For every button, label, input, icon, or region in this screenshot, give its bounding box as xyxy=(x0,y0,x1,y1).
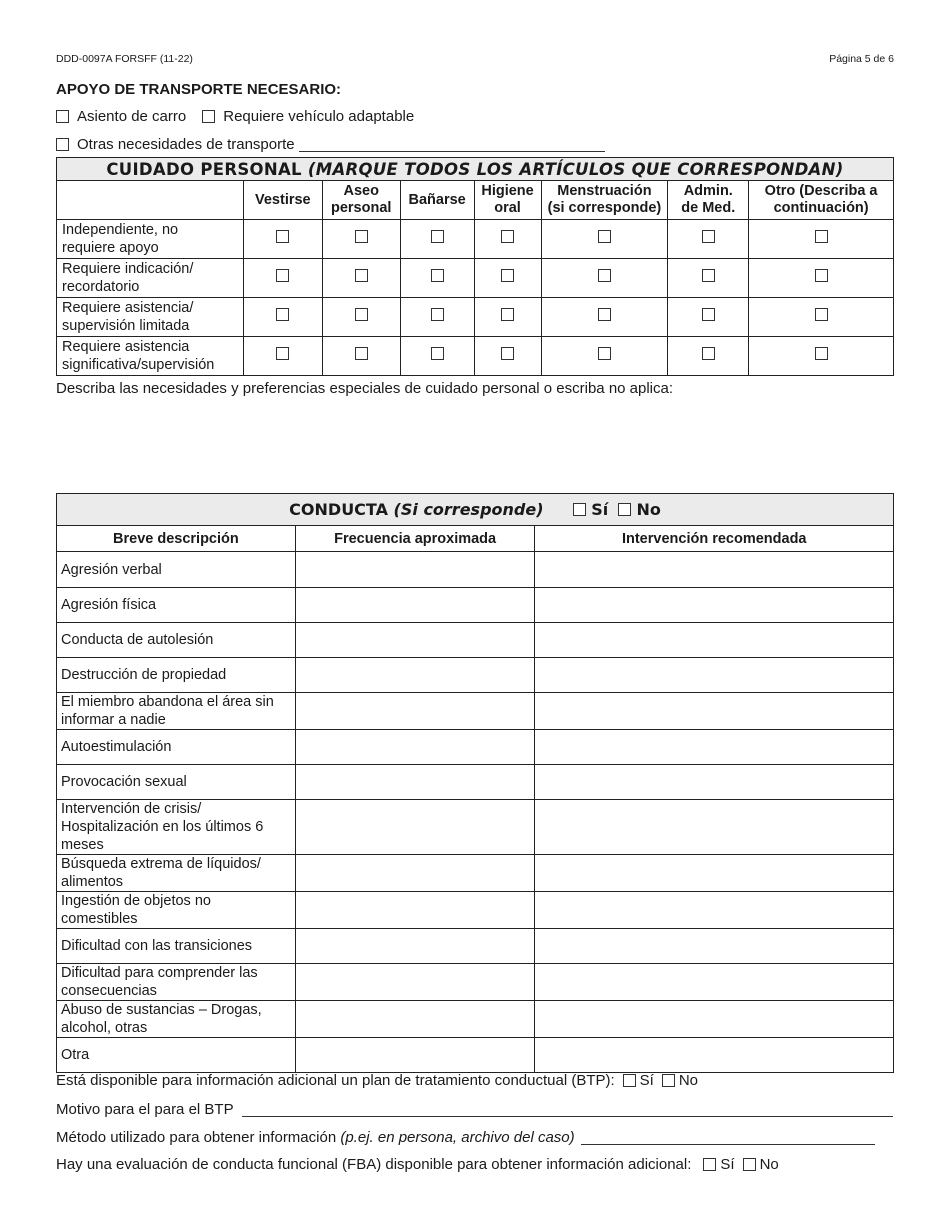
care-row xyxy=(57,259,894,298)
conduct-row xyxy=(57,800,894,855)
conduct-row-label: Intervención de crisis/ Hospitalización en los últimos 6 meses xyxy=(57,800,296,855)
conduct-row-label: Búsqueda extrema de líquidos/ alimentos xyxy=(57,855,296,892)
btp-no-checkbox[interactable] xyxy=(662,1074,675,1087)
page-number: Página 5 de 6 xyxy=(829,53,894,65)
adaptive-vehicle-checkbox[interactable] xyxy=(202,110,215,123)
conduct-row xyxy=(57,693,894,730)
conduct-row xyxy=(57,892,894,929)
care-col-header-line: Higiene xyxy=(481,183,534,199)
transport-options-row xyxy=(56,108,414,125)
care-col-header-line: Bañarse xyxy=(408,191,466,208)
care-col-header xyxy=(400,181,474,220)
method-row xyxy=(56,1129,875,1146)
fba-yes-checkbox[interactable] xyxy=(703,1158,716,1171)
care-checkbox[interactable] xyxy=(702,347,715,360)
method-label: Método utilizado para obtener información xyxy=(56,1129,341,1146)
conduct-frequency-field[interactable] xyxy=(295,730,535,765)
care-col-header-line: personal xyxy=(330,200,392,216)
care-cell xyxy=(474,298,541,337)
care-row-label: Independiente, no requiere apoyo xyxy=(57,220,244,259)
conduct-frequency-field[interactable] xyxy=(295,623,535,658)
care-checkbox[interactable] xyxy=(598,308,611,321)
conduct-frequency-field[interactable] xyxy=(295,765,535,800)
conduct-intervention-field[interactable] xyxy=(535,658,894,693)
conduct-frequency-field[interactable] xyxy=(295,855,535,892)
method-hint: (p.ej. en persona, archivo del caso) xyxy=(340,1129,575,1146)
conduct-row xyxy=(57,658,894,693)
personal-care-description-area[interactable] xyxy=(56,402,894,488)
care-row xyxy=(57,337,894,376)
btp-reason-label: Motivo para el para el BTP xyxy=(56,1101,234,1118)
conduct-frequency-field[interactable] xyxy=(295,1001,535,1038)
conduct-row-label: Otra xyxy=(57,1038,296,1073)
btp-question-row xyxy=(56,1072,698,1089)
conduct-intervention-field[interactable] xyxy=(535,693,894,730)
conduct-col-header: Frecuencia aproximada xyxy=(295,526,535,552)
care-cell xyxy=(668,337,749,376)
care-checkbox[interactable] xyxy=(276,269,289,282)
conduct-row xyxy=(57,588,894,623)
conduct-frequency-field[interactable] xyxy=(295,892,535,929)
conduct-no-checkbox[interactable] xyxy=(618,503,631,516)
care-row-label: Requiere asistencia significativa/supervisión xyxy=(57,337,244,376)
conduct-row xyxy=(57,552,894,588)
care-cell xyxy=(541,337,668,376)
care-row xyxy=(57,220,894,259)
other-transport-checkbox[interactable] xyxy=(56,138,69,151)
care-col-header-line: Admin. xyxy=(683,183,733,199)
conduct-row xyxy=(57,929,894,964)
care-cell xyxy=(322,298,400,337)
care-checkbox[interactable] xyxy=(501,269,514,282)
conduct-row-label: Ingestión de objetos no comestibles xyxy=(57,892,296,929)
care-cell xyxy=(541,259,668,298)
conduct-intervention-field[interactable] xyxy=(535,588,894,623)
care-checkbox[interactable] xyxy=(815,269,828,282)
conduct-row xyxy=(57,964,894,1001)
care-checkbox[interactable] xyxy=(598,269,611,282)
conduct-frequency-field[interactable] xyxy=(295,964,535,1001)
care-checkbox[interactable] xyxy=(431,269,444,282)
conduct-row-label: Agresión verbal xyxy=(57,552,296,588)
conduct-table xyxy=(56,493,894,1073)
care-checkbox[interactable] xyxy=(815,308,828,321)
care-checkbox[interactable] xyxy=(598,230,611,243)
conduct-title: CONDUCTA (Si corresponde) Sí No xyxy=(57,494,894,526)
care-row-label: Requiere indicación/ recordatorio xyxy=(57,259,244,298)
care-checkbox[interactable] xyxy=(355,269,368,282)
care-col-header xyxy=(243,181,322,220)
conduct-yes-label: Sí xyxy=(591,500,609,519)
care-col-header-line: continuación) xyxy=(773,200,869,216)
care-checkbox[interactable] xyxy=(431,347,444,360)
btp-reason-field[interactable] xyxy=(242,1102,893,1117)
conduct-row-label: Autoestimulación xyxy=(57,730,296,765)
conduct-row xyxy=(57,855,894,892)
care-col-header-line: de Med. xyxy=(681,200,736,216)
care-cell xyxy=(749,259,894,298)
care-col-header xyxy=(668,181,749,220)
conduct-row-label: Conducta de autolesión xyxy=(57,623,296,658)
conduct-row xyxy=(57,623,894,658)
conduct-intervention-field[interactable] xyxy=(535,623,894,658)
conduct-intervention-field[interactable] xyxy=(535,552,894,588)
fba-yes-label: Sí xyxy=(720,1156,735,1173)
care-col-header-line: oral xyxy=(494,200,521,216)
conduct-row xyxy=(57,730,894,765)
care-cell xyxy=(243,259,322,298)
conduct-no-label: No xyxy=(636,500,661,519)
care-cell xyxy=(474,337,541,376)
conduct-intervention-field[interactable] xyxy=(535,855,894,892)
personal-care-describe-prompt: Describa las necesidades y preferencias especiales de cuidado personal o escriba no aplica: xyxy=(56,380,674,397)
care-checkbox[interactable] xyxy=(431,230,444,243)
conduct-intervention-field[interactable] xyxy=(535,800,894,855)
care-checkbox[interactable] xyxy=(501,230,514,243)
care-col-header-line: Vestirse xyxy=(254,191,311,208)
care-cell xyxy=(474,259,541,298)
care-col-header-line: (si corresponde) xyxy=(547,200,662,216)
care-checkbox[interactable] xyxy=(815,347,828,360)
conduct-intervention-field[interactable] xyxy=(535,730,894,765)
care-cell xyxy=(322,220,400,259)
other-transport-field[interactable] xyxy=(299,137,605,152)
conduct-row-label: El miembro abandona el área sin informar a nadie xyxy=(57,693,296,730)
fba-no-label: No xyxy=(759,1156,779,1173)
personal-care-table xyxy=(56,157,894,376)
conduct-yes-checkbox[interactable] xyxy=(573,503,586,516)
car-seat-checkbox[interactable] xyxy=(56,110,69,123)
conduct-col-header: Breve descripción xyxy=(57,526,296,552)
care-cell xyxy=(243,337,322,376)
fba-question: Hay una evaluación de conducta funcional (FBA) disponible para obtener información adicional: xyxy=(56,1156,692,1173)
care-checkbox[interactable] xyxy=(355,308,368,321)
btp-no-label: No xyxy=(678,1072,699,1089)
care-cell xyxy=(668,298,749,337)
conduct-col-header: Intervención recomendada xyxy=(535,526,894,552)
conduct-frequency-field[interactable] xyxy=(295,1038,535,1073)
btp-yes-checkbox[interactable] xyxy=(623,1074,636,1087)
care-checkbox[interactable] xyxy=(276,230,289,243)
care-cell xyxy=(322,259,400,298)
conduct-intervention-field[interactable] xyxy=(535,964,894,1001)
care-cell xyxy=(668,259,749,298)
fba-no-checkbox[interactable] xyxy=(743,1158,756,1171)
care-checkbox[interactable] xyxy=(815,230,828,243)
care-col-header-line: Aseo xyxy=(343,183,379,199)
conduct-frequency-field[interactable] xyxy=(295,800,535,855)
care-cell xyxy=(474,220,541,259)
care-row-label: Requiere asistencia/ supervisión limitada xyxy=(57,298,244,337)
transport-title: APOYO DE TRANSPORTE NECESARIO: xyxy=(56,81,342,98)
care-row xyxy=(57,298,894,337)
conduct-frequency-field[interactable] xyxy=(295,693,535,730)
conduct-intervention-field[interactable] xyxy=(535,929,894,964)
btp-yes-label: Sí xyxy=(639,1072,654,1089)
care-checkbox[interactable] xyxy=(431,308,444,321)
care-cell xyxy=(541,220,668,259)
conduct-intervention-field[interactable] xyxy=(535,892,894,929)
empty-header-cell xyxy=(57,181,244,220)
other-transport-row xyxy=(56,136,605,153)
conduct-intervention-field[interactable] xyxy=(535,1001,894,1038)
adaptive-vehicle-label: Requiere vehículo adaptable xyxy=(223,108,415,125)
care-checkbox[interactable] xyxy=(501,347,514,360)
conduct-row-label: Abuso de sustancias – Drogas, alcohol, otras xyxy=(57,1001,296,1038)
conduct-row-label: Dificultad para comprender las consecuencias xyxy=(57,964,296,1001)
care-cell xyxy=(243,220,322,259)
care-checkbox[interactable] xyxy=(702,308,715,321)
conduct-frequency-field[interactable] xyxy=(295,552,535,588)
conduct-row-label: Destrucción de propiedad xyxy=(57,658,296,693)
conduct-row-label: Provocación sexual xyxy=(57,765,296,800)
form-id: DDD-0097A FORSFF (11-22) xyxy=(56,53,193,65)
conduct-row xyxy=(57,1001,894,1038)
care-cell xyxy=(749,298,894,337)
care-checkbox[interactable] xyxy=(355,230,368,243)
conduct-row-label: Dificultad con las transiciones xyxy=(57,929,296,964)
conduct-row xyxy=(57,1038,894,1073)
care-cell xyxy=(541,298,668,337)
btp-reason-row xyxy=(56,1101,893,1118)
conduct-row xyxy=(57,765,894,800)
care-checkbox[interactable] xyxy=(702,230,715,243)
care-cell xyxy=(749,220,894,259)
care-col-header xyxy=(474,181,541,220)
care-cell xyxy=(668,220,749,259)
conduct-frequency-field[interactable] xyxy=(295,658,535,693)
care-cell xyxy=(322,337,400,376)
care-col-header-line: Otro (Describa a xyxy=(764,183,878,199)
care-col-header xyxy=(322,181,400,220)
care-cell xyxy=(400,220,474,259)
conduct-intervention-field[interactable] xyxy=(535,1038,894,1073)
personal-care-title: CUIDADO PERSONAL (MARQUE TODOS LOS ARTÍCULOS QUE CORRESPONDAN) xyxy=(57,158,894,181)
care-checkbox[interactable] xyxy=(276,308,289,321)
btp-question: Está disponible para información adicional un plan de tratamiento conductual (BTP): xyxy=(56,1072,615,1089)
care-checkbox[interactable] xyxy=(276,347,289,360)
conduct-frequency-field[interactable] xyxy=(295,929,535,964)
care-col-header xyxy=(541,181,668,220)
care-cell xyxy=(400,337,474,376)
care-checkbox[interactable] xyxy=(598,347,611,360)
care-checkbox[interactable] xyxy=(501,308,514,321)
method-field[interactable] xyxy=(581,1130,875,1145)
care-cell xyxy=(400,259,474,298)
fba-question-row xyxy=(56,1156,779,1173)
care-checkbox[interactable] xyxy=(355,347,368,360)
care-cell xyxy=(400,298,474,337)
conduct-row-label: Agresión física xyxy=(57,588,296,623)
care-cell xyxy=(243,298,322,337)
conduct-intervention-field[interactable] xyxy=(535,765,894,800)
care-col-header xyxy=(749,181,894,220)
conduct-frequency-field[interactable] xyxy=(295,588,535,623)
care-checkbox[interactable] xyxy=(702,269,715,282)
other-transport-label: Otras necesidades de transporte xyxy=(77,136,295,153)
car-seat-label: Asiento de carro xyxy=(77,108,187,125)
care-col-header-line: Menstruación xyxy=(557,183,652,199)
care-cell xyxy=(749,337,894,376)
